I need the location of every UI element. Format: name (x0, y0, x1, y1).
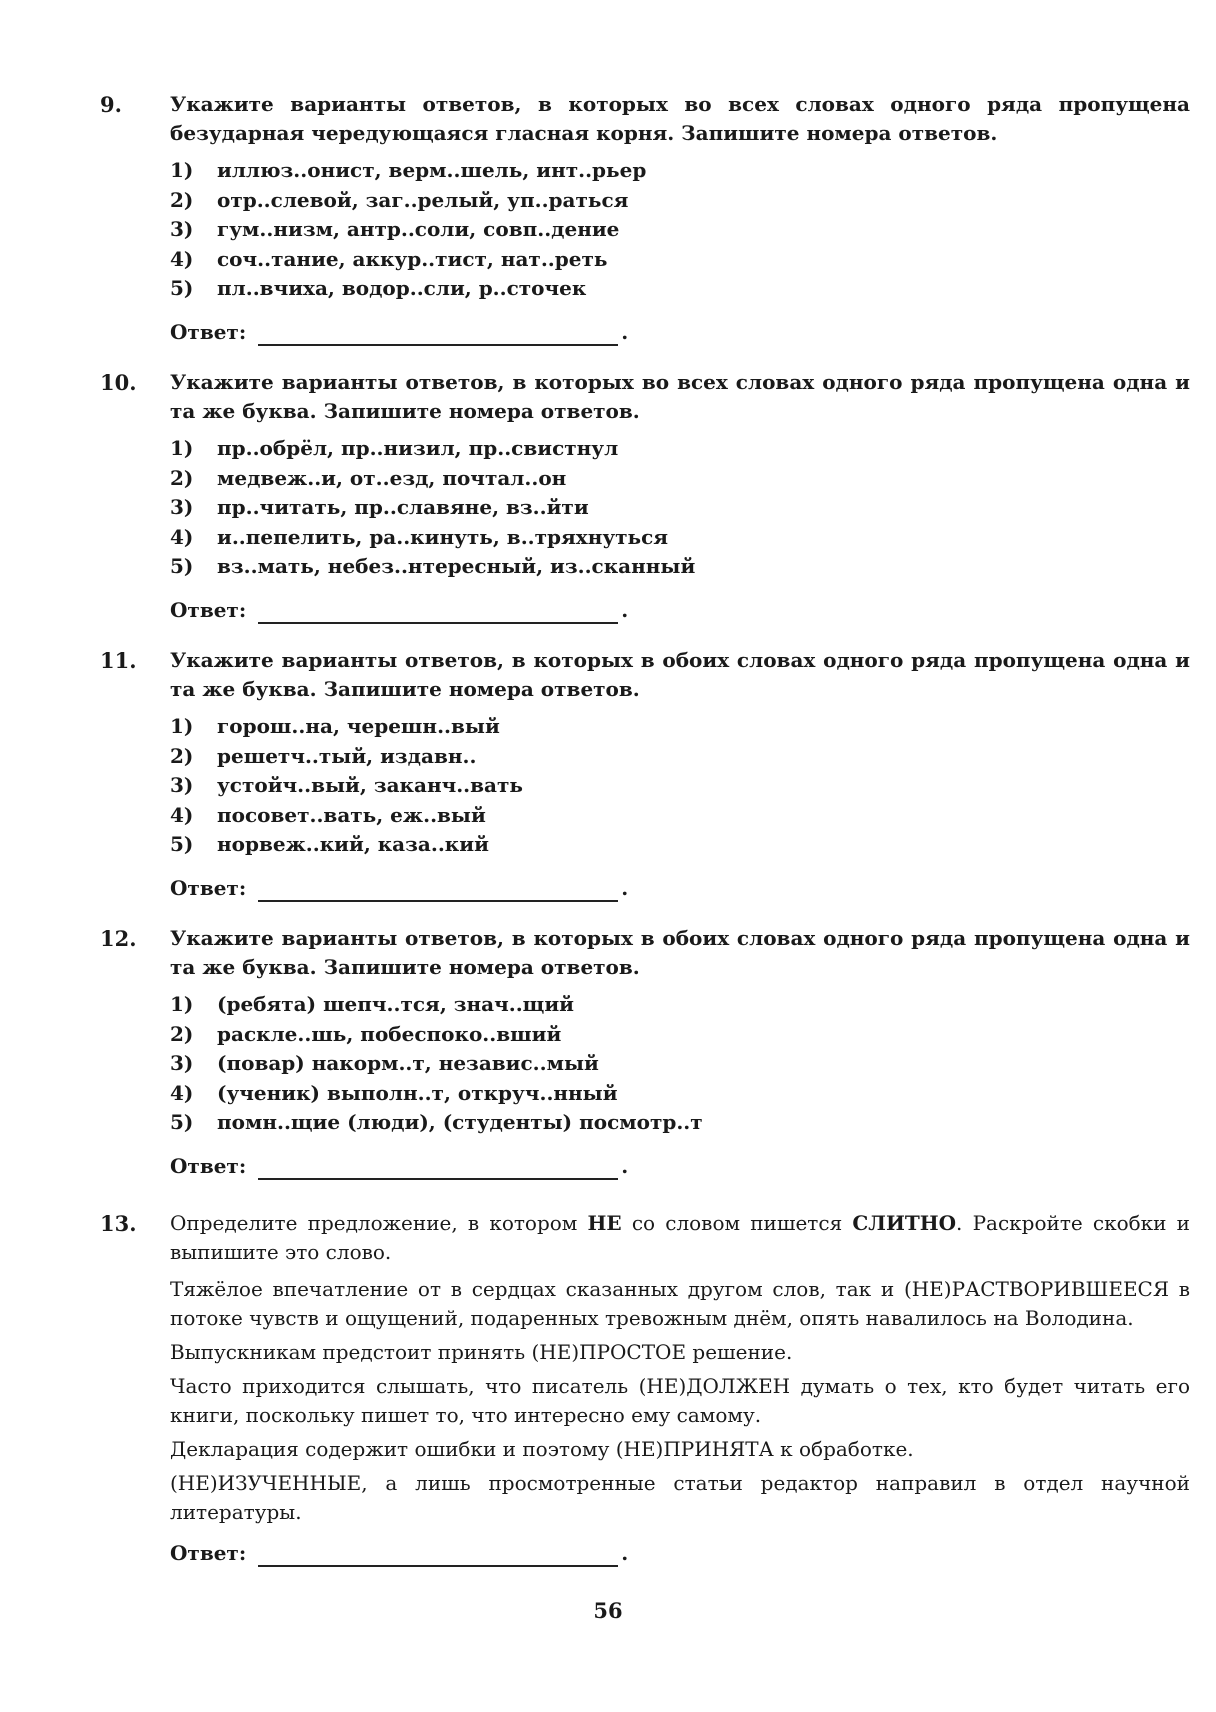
task-number: 13. (100, 1211, 137, 1236)
sentence-2: Выпускникам предстоит принять (НЕ)ПРОСТОЕ решение. (170, 1340, 793, 1364)
task-9 (100, 90, 1190, 346)
option-item (170, 186, 1190, 216)
option-text: пр..читать, пр..славяне, вз..йти (217, 495, 589, 519)
option-number: 5) (170, 554, 194, 578)
question-text: со словом пишется (621, 1211, 853, 1235)
answer-line[interactable] (258, 602, 618, 624)
answer-line[interactable] (258, 1545, 618, 1567)
option-text: иллюз..онист, верм..шель, инт..рьер (217, 158, 647, 182)
option-text: отр..слевой, заг..релый, уп..раться (217, 187, 629, 212)
task-question: Укажите варианты ответов, в которых в обоих словах одного ряда пропущена одна и та же буква. Запишите номера ответов. (170, 926, 1190, 979)
option-text: и..пепелить, ра..кинуть, в..тряхнуться (217, 524, 669, 549)
answer-row (170, 1539, 1190, 1567)
answer-label: Ответ: (170, 1153, 247, 1178)
question-text: Определите предложение, в котором (170, 1211, 588, 1235)
answer-line[interactable] (258, 324, 618, 346)
option-item (170, 1049, 1190, 1079)
option-number: 1) (170, 436, 194, 460)
answer-label: Ответ: (170, 1541, 247, 1565)
answer-line[interactable] (258, 880, 618, 902)
option-number: 2) (170, 743, 194, 768)
task-question: Укажите варианты ответов, в которых во всех словах одного ряда пропущена одна и та же буква. Запишите номера ответов. (170, 370, 1190, 423)
option-number: 4) (170, 1080, 194, 1105)
option-number: 4) (170, 524, 194, 549)
option-text: (повар) накорм..т, независ..мый (217, 1051, 599, 1075)
option-number: 2) (170, 1021, 194, 1046)
option-item (170, 771, 1190, 801)
option-item (170, 742, 1190, 772)
option-item (170, 464, 1190, 494)
option-text: соч..тание, аккур..тист, нат..реть (217, 246, 608, 271)
option-text: норвеж..кий, каза..кий (217, 832, 489, 856)
answer-row (170, 1152, 1190, 1180)
task-10 (100, 368, 1190, 624)
option-text: вз..мать, небез..нтересный, из..сканный (217, 554, 696, 578)
option-text: посовет..вать, еж..вый (217, 802, 486, 827)
option-item (170, 712, 1190, 742)
answer-row (170, 318, 1190, 346)
sentence-3: Часто приходится слышать, что писатель (НЕ)ДОЛЖЕН думать о тех, кто будет читать его книги, поскольку пишет то, что интересно ему самому. (170, 1374, 1190, 1427)
option-number: 4) (170, 246, 194, 271)
question-keyword-slitno: СЛИТНО (852, 1211, 957, 1235)
task-13 (100, 1209, 1190, 1567)
option-item (170, 156, 1190, 186)
answer-label: Ответ: (170, 597, 247, 622)
answer-period: . (621, 875, 629, 900)
option-number: 3) (170, 217, 194, 241)
answer-label: Ответ: (170, 319, 247, 344)
answer-label: Ответ: (170, 875, 247, 900)
answer-line[interactable] (258, 1158, 618, 1180)
option-number: 5) (170, 276, 194, 300)
option-item (170, 274, 1190, 304)
option-text: устойч..вый, заканч..вать (217, 773, 523, 797)
task-question: Укажите варианты ответов, в которых в обоих словах одного ряда пропущена одна и та же буква. Запишите номера ответов. (170, 648, 1190, 701)
task-number: 9. (100, 92, 122, 117)
option-text: решетч..тый, издавн.. (217, 743, 477, 768)
option-item (170, 493, 1190, 523)
question-text: . Раскройте скобки и выпишите это слово. (170, 1211, 1190, 1264)
option-text: (ребята) шепч..тся, знач..щий (217, 992, 574, 1016)
sentence-5: (НЕ)ИЗУЧЕННЫЕ, а лишь просмотренные статьи редактор направил в отдел научной литературы. (170, 1471, 1190, 1524)
option-text: горош..на, черешн..вый (217, 714, 500, 738)
option-text: пл..вчиха, водор..сли, р..сточек (217, 276, 587, 300)
option-number: 4) (170, 802, 194, 827)
sentence-1: Тяжёлое впечатление от в сердцах сказанных другом слов, так и (НЕ)РАСТВОРИВШЕЕСЯ в потоке чувств и ощущений, подаренных тревожным днём, опять навалилось на Володина. (170, 1277, 1190, 1330)
option-text: помн..щие (люди), (студенты) посмотр..т (217, 1110, 703, 1134)
sentence-4: Декларация содержит ошибки и поэтому (НЕ)ПРИНЯТА к обработке. (170, 1437, 914, 1461)
option-item (170, 523, 1190, 553)
option-number: 1) (170, 158, 194, 182)
answer-row (170, 874, 1190, 902)
option-number: 1) (170, 714, 194, 738)
option-text: гум..низм, антр..соли, совп..дение (217, 217, 620, 241)
option-text: пр..обрёл, пр..низил, пр..свистнул (217, 436, 619, 460)
task-question: Укажите варианты ответов, в которых во всех словах одного ряда пропущена безударная чередующаяся гласная корня. Запишите номера ответов. (170, 92, 1190, 145)
option-number: 5) (170, 832, 194, 856)
option-number: 2) (170, 187, 194, 212)
option-number: 3) (170, 1051, 194, 1075)
task-12 (100, 924, 1190, 1180)
answer-period: . (621, 1541, 629, 1565)
option-item (170, 1020, 1190, 1050)
option-item (170, 801, 1190, 831)
option-number: 3) (170, 495, 194, 519)
option-item (170, 215, 1190, 245)
task-number: 12. (100, 926, 137, 951)
option-number: 3) (170, 773, 194, 797)
page-number: 56 (593, 1598, 623, 1623)
task-number: 11. (100, 648, 137, 673)
option-number: 1) (170, 992, 194, 1016)
options-list (170, 434, 1190, 582)
answer-period: . (621, 597, 629, 622)
option-text: раскле..шь, побеспоко..вший (217, 1021, 562, 1046)
option-item (170, 1108, 1190, 1138)
answer-row (170, 596, 1190, 624)
answer-period: . (621, 319, 629, 344)
option-item (170, 434, 1190, 464)
option-item (170, 1079, 1190, 1109)
answer-period: . (621, 1153, 629, 1178)
option-number: 2) (170, 465, 194, 490)
option-item (170, 990, 1190, 1020)
options-list (170, 712, 1190, 860)
task-number: 10. (100, 370, 137, 395)
option-item (170, 245, 1190, 275)
option-item (170, 552, 1190, 582)
option-text: медвеж..и, от..езд, почтал..он (217, 465, 567, 490)
option-number: 5) (170, 1110, 194, 1134)
options-list (170, 990, 1190, 1138)
option-text: (ученик) выполн..т, откруч..нный (217, 1080, 618, 1105)
options-list (170, 156, 1190, 304)
option-item (170, 830, 1190, 860)
question-keyword-ne: НЕ (587, 1211, 622, 1235)
task-question (170, 1209, 1190, 1267)
task-11 (100, 646, 1190, 902)
